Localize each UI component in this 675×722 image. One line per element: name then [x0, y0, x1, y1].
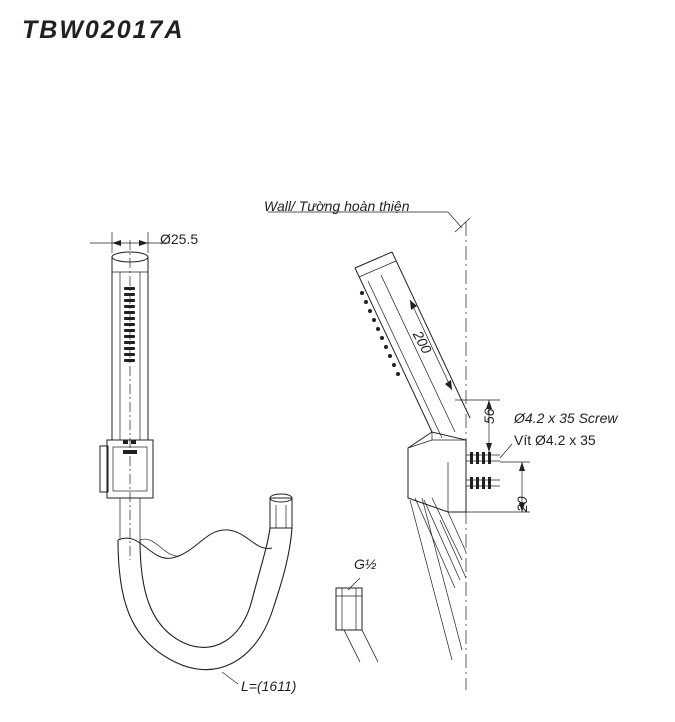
label-dim-56 — [481, 408, 497, 440]
label-wall — [264, 198, 410, 214]
label-screw-vi: Vít Ø4.2 x 35 — [514, 432, 596, 448]
label-dim-200 — [409, 328, 447, 357]
label-hose-length: L=(1611) — [241, 678, 297, 694]
label-dim-20 — [514, 496, 530, 528]
label-screw-en: Ø4.2 x 35 Screw — [514, 410, 618, 426]
page-title: TBW02017A — [22, 16, 185, 44]
label-dim-20-text: 20 — [514, 496, 530, 512]
label-thread: G½ — [354, 556, 377, 572]
label-dim-200-text: 200 — [409, 328, 435, 357]
label-wall-text: Wall/ Tường hoàn thiện — [264, 198, 410, 214]
label-dim-56-text: 56 — [481, 408, 497, 424]
label-diameter-head: Ø25.5 — [160, 231, 199, 247]
